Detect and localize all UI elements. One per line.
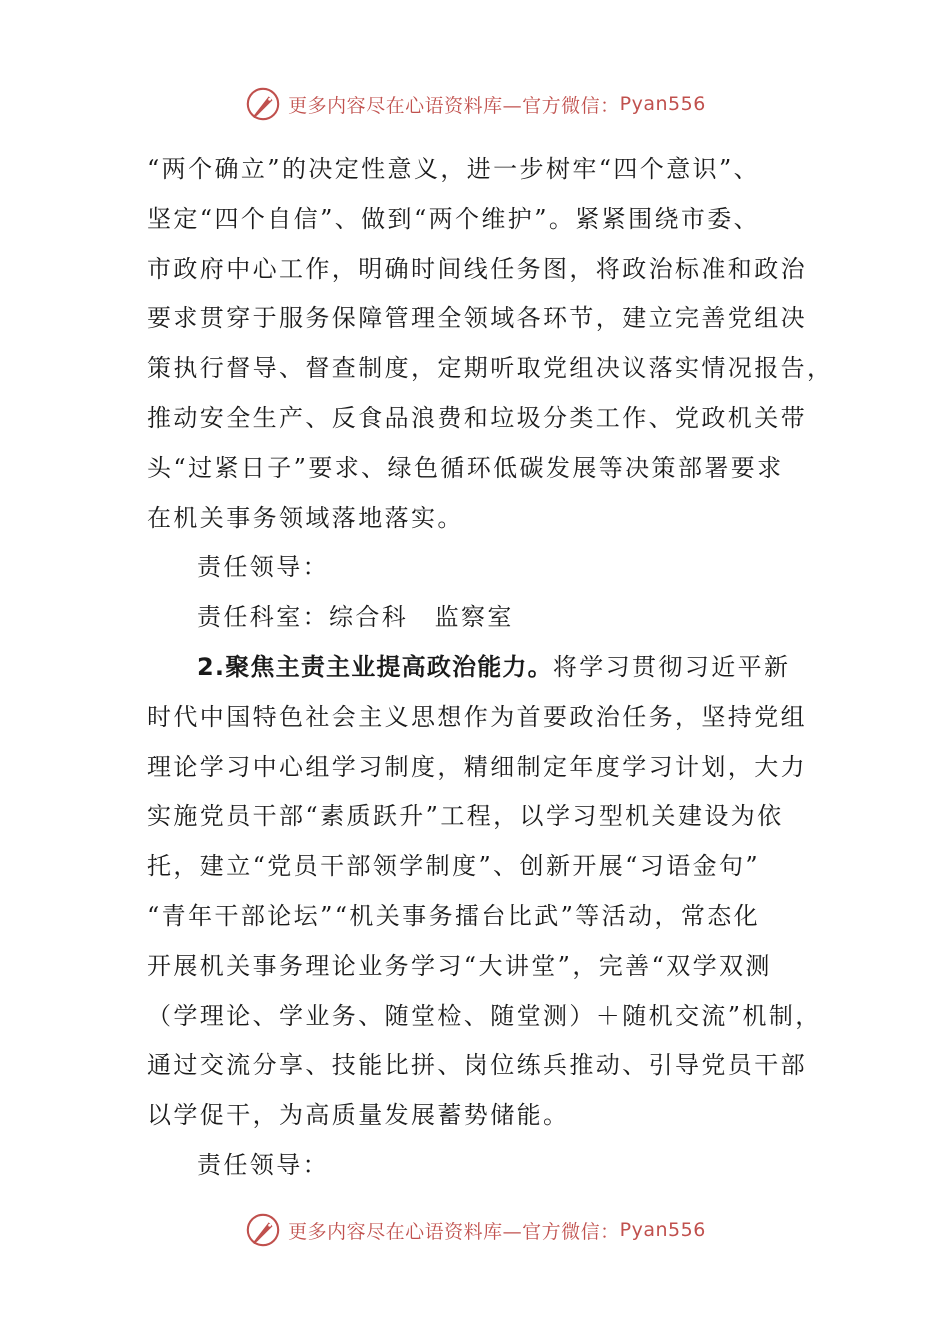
watermark-text: 更多内容尽在心语资料库—官方微信： [288,1220,620,1243]
line-text: 理论学习中心组学习制度，精细制定年度学习计划，大力 [147,752,807,781]
text-line [147,394,807,444]
line-text: 坚定“四个自信”、做到“两个维护”。紧紧围绕市委、 [147,204,761,233]
line-text: 以学促干，为高质量发展蓄势储能。 [147,1101,570,1130]
line-text: 头“过紧日子”要求、绿色循环低碳发展等决策部署要求 [147,453,784,482]
text-line [147,1091,807,1141]
text-line [147,1041,807,1091]
line-text: 实施党员干部“素质跃升”工程，以学习型机关建设为依 [147,802,784,831]
text-line [147,543,807,593]
line-text: 时代中国特色社会主义思想作为首要政治任务，坚持党组 [147,702,807,731]
text-line [147,1141,807,1191]
watermark-wechat-id: Pyan556 [619,1219,706,1241]
text-line [147,892,807,942]
line-text: 推动安全生产、反食品浪费和垃圾分类工作、党政机关带 [147,403,807,432]
text-line [147,195,807,245]
watermark-text: 更多内容尽在心语资料库—官方微信： [288,94,620,117]
text-line [147,593,807,643]
text-line [147,743,807,793]
text-line [147,294,807,344]
pen-nib-circle-icon [244,85,282,123]
text-line [147,693,807,743]
watermark-wechat-id: Pyan556 [619,93,706,115]
text-line [147,643,807,693]
section-heading: 2.聚焦主责主业提高政治能力。 [197,652,553,681]
line-text: 责任领导： [197,1150,329,1179]
line-text: 要求贯穿于服务保障管理全领域各环节，建立完善党组决 [147,304,807,333]
watermark-footer [0,1208,950,1252]
document-body [147,145,834,1191]
text-line [147,344,834,394]
text-line [147,942,807,992]
line-text: 托，建立“党员干部领学制度”、创新开展“习语金句” [147,852,761,881]
text-line [147,842,807,892]
line-text: （学理论、学业务、随堂检、随堂测）＋随机交流”机制， [147,1001,822,1030]
line-text: 开展机关事务理论业务学习“大讲堂”，完善“双学双测 [147,951,772,980]
text-line [147,792,807,842]
text-line [147,494,807,544]
line-text: 市政府中心工作，明确时间线任务图，将政治标准和政治 [147,254,807,283]
text-line [147,245,807,295]
line-text: 在机关事务领域落地落实。 [147,503,464,532]
line-text: 责任领导： [197,553,329,582]
line-text: 将学习贯彻习近平新 [552,652,791,681]
text-line [147,444,807,494]
text-line [147,145,807,195]
pen-nib-circle-icon [244,1211,282,1249]
line-text: 责任科室：综合科 监察室 [197,603,514,632]
line-text: 通过交流分享、技能比拼、岗位练兵推动、引导党员干部 [147,1051,807,1080]
line-text: 策执行督导、督查制度，定期听取党组决议落实情况报告， [147,354,834,383]
line-text: “青年干部论坛”“机关事务擂台比武”等活动，常态化 [147,901,761,930]
line-text: “两个确立”的决定性意义，进一步树牢“四个意识”、 [147,155,761,183]
text-line [147,992,822,1042]
watermark-header [0,82,950,126]
